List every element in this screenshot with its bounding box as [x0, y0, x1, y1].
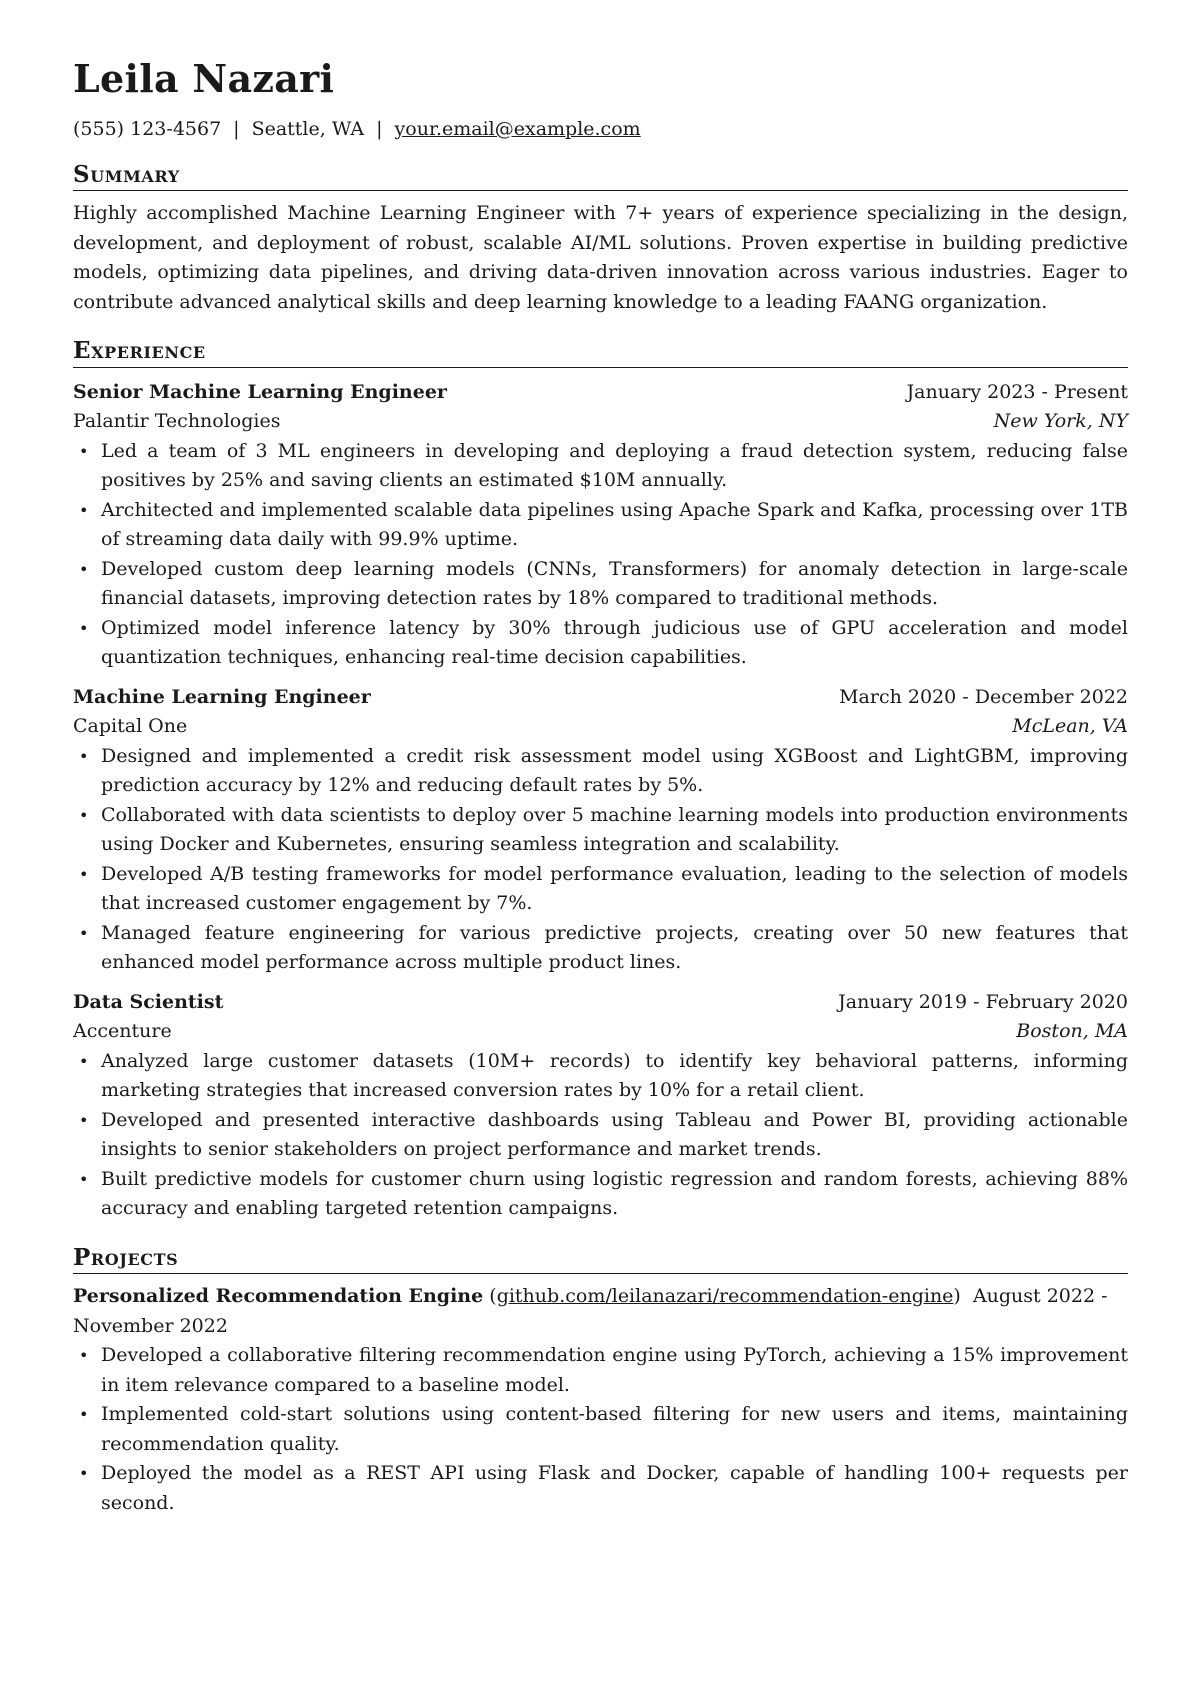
contact-separator: | — [233, 117, 240, 140]
bullet-item: • Developed a collaborative filtering recommendation engine using PyTorch, achieving a 15% improvement in item relevance compared to a baseline model. — [101, 1341, 1128, 1400]
job-bullets — [73, 437, 1128, 673]
resume-page — [73, 58, 1128, 1518]
bullet-item: • Analyzed large customer datasets (10M+ records) to identify key behavioral patterns, informing marketing strategies that increased conversion rates by 10% for a retail client. — [101, 1047, 1128, 1106]
job-title-row — [73, 988, 1128, 1018]
contact-separator: | — [376, 117, 383, 140]
bullet-item: • Architected and implemented scalable data pipelines using Apache Spark and Kafka, processing over 1TB of streaming data daily with 99.9% uptime. — [101, 496, 1128, 555]
candidate-name: Leila Nazari — [73, 56, 335, 101]
bullet-item: • Led a team of 3 ML engineers in developing and deploying a fraud detection system, reducing false positives by 25% and saving clients an estimated $10M annually. — [101, 437, 1128, 496]
job-title-row — [73, 378, 1128, 408]
job-dates: March 2020 - December 2022 — [839, 685, 1128, 708]
job-bullets — [73, 1047, 1128, 1224]
job-dates: January 2019 - February 2020 — [838, 990, 1128, 1013]
job-entry — [73, 378, 1128, 673]
summary-text: Highly accomplished Machine Learning Engineer with 7+ years of experience specializing in the design, development, and deployment of robust, scalable AI/ML solutions. Proven expertise in building predictive models, optimizing data pipelines, and driving data-driven innovation across various industries. Eager to contribute advanced analytical skills and deep learning knowledge to a leading FAANG organization. — [73, 202, 1128, 313]
experience-section — [73, 337, 1128, 1224]
phone-number: (555) 123-4567 — [73, 117, 222, 140]
project-entry — [73, 1282, 1128, 1518]
job-company: Capital One — [73, 715, 188, 738]
bullet-item: • Implemented cold-start solutions using content-based filtering for new users and items, maintaining recommendation quality. — [101, 1400, 1128, 1459]
bullet-item: • Developed and presented interactive dashboards using Tableau and Power BI, providing actionable insights to senior stakeholders on project performance and market trends. — [101, 1106, 1128, 1165]
job-company-row — [73, 712, 1128, 742]
section-heading-summary: Summary — [73, 161, 1128, 192]
summary-section — [73, 161, 1128, 318]
job-title-row — [73, 683, 1128, 713]
job-company: Accenture — [73, 1020, 172, 1043]
job-entry — [73, 988, 1128, 1224]
project-name: Personalized Recommendation Engine — [73, 1285, 484, 1308]
email-link[interactable]: your.email@example.com — [394, 117, 641, 140]
project-link[interactable]: github.com/leilanazari/recommendation-engine — [496, 1285, 954, 1308]
job-role: Senior Machine Learning Engineer — [73, 380, 447, 403]
project-dates: August 2022 - November 2022 — [73, 1285, 1108, 1337]
project-link-close-paren: ) — [953, 1285, 961, 1308]
job-role: Machine Learning Engineer — [73, 685, 371, 708]
bullet-item: • Optimized model inference latency by 30% through judicious use of GPU acceleration and model quantization techniques, enhancing real-time decision capabilities. — [101, 614, 1128, 673]
project-link-open-paren: ( — [489, 1285, 497, 1308]
bullet-item: • Managed feature engineering for various predictive projects, creating over 50 new features that enhanced model performance across multiple product lines. — [101, 919, 1128, 978]
project-heading — [73, 1282, 1128, 1341]
project-bullets — [73, 1341, 1128, 1518]
bullet-item: • Deployed the model as a REST API using Flask and Docker, capable of handling 100+ requests per second. — [101, 1459, 1128, 1518]
job-entry — [73, 683, 1128, 978]
job-company: Palantir Technologies — [73, 410, 281, 433]
job-dates: January 2023 - Present — [906, 380, 1128, 403]
bullet-item: • Collaborated with data scientists to deploy over 5 machine learning models into production environments using Docker and Kubernetes, ensuring seamless integration and scalability. — [101, 801, 1128, 860]
bullet-item: • Developed A/B testing frameworks for model performance evaluation, leading to the selection of models that increased customer engagement by 7%. — [101, 860, 1128, 919]
job-company-row — [73, 1017, 1128, 1047]
job-company-row — [73, 407, 1128, 437]
bullet-item: • Developed custom deep learning models (CNNs, Transformers) for anomaly detection in large-scale financial datasets, improving detection rates by 18% compared to traditional methods. — [101, 555, 1128, 614]
bullet-item: • Built predictive models for customer churn using logistic regression and random forests, achieving 88% accuracy and enabling targeted retention campaigns. — [101, 1165, 1128, 1224]
bullet-item: • Designed and implemented a credit risk assessment model using XGBoost and LightGBM, improving prediction accuracy by 12% and reducing default rates by 5%. — [101, 742, 1128, 801]
job-location: Boston, MA — [1016, 1020, 1128, 1043]
job-role: Data Scientist — [73, 990, 224, 1013]
job-location: New York, NY — [993, 410, 1128, 433]
job-location: McLean, VA — [1012, 715, 1128, 738]
section-heading-experience: Experience — [73, 337, 1128, 368]
contact-line — [73, 118, 1128, 141]
section-heading-projects: Projects — [73, 1244, 1128, 1275]
projects-section — [73, 1244, 1128, 1519]
location-text: Seattle, WA — [251, 117, 365, 140]
job-bullets — [73, 742, 1128, 978]
